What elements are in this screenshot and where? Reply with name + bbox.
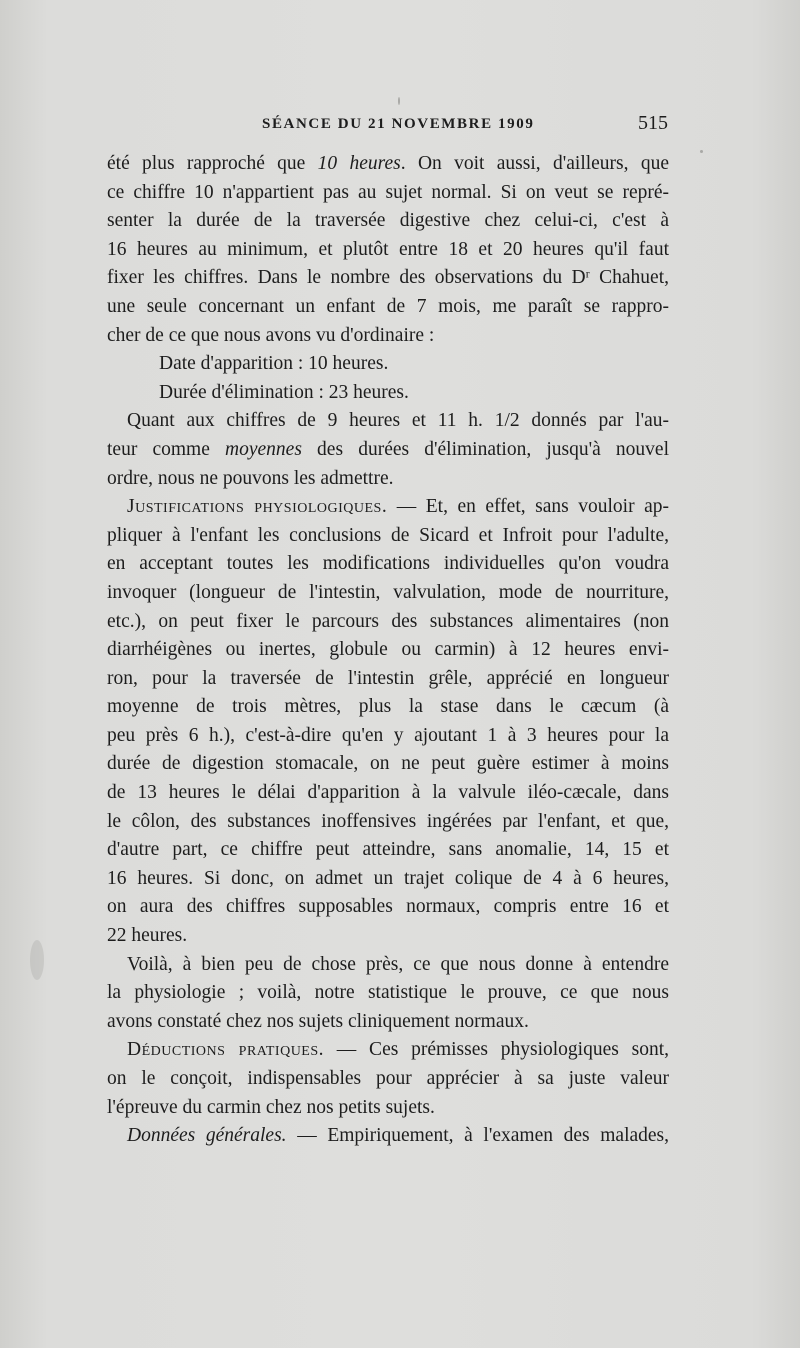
section-heading: Justifications physiologiques. [127,496,388,518]
text-line: diarrhéigènes ou inertes, globule ou carmin) à 12 heures envi- [107,639,669,661]
text-line: peu près 6 h.), c'est-à-dire qu'en y ajoutant 1 à 3 heures pour la [107,724,669,746]
page-header [108,112,668,144]
text-line: pliquer à l'enfant les conclusions de Sicard et Infroit pour l'adulte, [107,524,669,546]
text-line: d'autre part, ce chiffre peut atteindre, sans anomalie, 14, 15 et [107,839,669,861]
text-line: durée de digestion stomacale, on ne peut guère estimer à moins [107,753,669,775]
text-line: fixer les chiffres. Dans le nombre des observations du Dʳ Chahuet, [107,267,669,289]
text-line: invoquer (longueur de l'intestin, valvulation, mode de nourriture, [107,581,669,603]
text-line: 22 heures. [107,925,188,947]
text-line: le côlon, des substances inoffensives ingérées par l'enfant, et que, [107,810,669,832]
text-line: Déductions pratiques. — Ces prémisses physiologiques sont, [127,1039,669,1061]
text-line: une seule concernant un enfant de 7 mois, me paraît se rappro- [107,295,669,317]
text-line: Données générales. — Empiriquement, à l'examen des malades, [127,1125,670,1147]
text-line: en acceptant toutes les modifications individuelles qu'on voudra [107,553,669,575]
section-heading: Déductions pratiques. [127,1039,325,1061]
text-line: 16 heures. Si donc, on admet un trajet colique de 4 à 6 heures, [107,867,669,889]
text-line: cher de ce que nous avons vu d'ordinaire : [107,324,435,346]
page-number: 515 [638,112,668,134]
text-line: avons constaté chez nos sujets cliniquement normaux. [107,1010,529,1032]
section-heading: Données générales. [127,1125,287,1147]
text-line: teur comme moyennes des durées d'élimination, jusqu'à nouvel [107,438,669,460]
text-line: 16 heures au minimum, et plutôt entre 18 et 20 heures qu'il faut [107,238,669,260]
body-text [107,150,669,1151]
text-line: Quant aux chiffres de 9 heures et 11 h. 1/2 donnés par l'au- [127,410,669,432]
text-line: ron, pour la traversée de l'intestin grêle, apprécié en longueur [107,667,669,689]
paper-speck [700,150,703,153]
text-line: on aura des chiffres supposables normaux, compris entre 16 et [107,896,669,918]
text-line: la physiologie ; voilà, notre statistique le prouve, ce que nous [107,982,669,1004]
paper-speck [398,97,400,105]
text-line: de 13 heures le délai d'apparition à la valvule iléo-cæcale, dans [107,782,669,804]
paper-speck [30,940,44,980]
text-line: senter la durée de la traversée digestive chez celui-ci, c'est à [107,210,669,232]
text-line: Durée d'élimination : 23 heures. [159,381,409,403]
text-line: ce chiffre 10 n'appartient pas au sujet normal. Si on veut se repré- [107,181,669,203]
running-head: SÉANCE DU 21 NOVEMBRE 1909 [262,116,535,132]
text-line: ordre, nous ne pouvons les admettre. [107,467,394,489]
text-line: on le conçoit, indispensables pour apprécier à sa juste valeur [107,1068,669,1089]
text-line: moyenne de trois mètres, plus la stase dans le cæcum (à [107,696,669,718]
text-line: Voilà, à bien peu de chose près, ce que nous donne à entendre [127,953,669,975]
text-line: etc.), on peut fixer le parcours des substances alimentaires (non [107,610,669,632]
text-line: Date d'apparition : 10 heures. [159,353,389,375]
text-line: été plus rapproché que 10 heures. On voit aussi, d'ailleurs, que [107,153,669,174]
text-line: Justifications physiologiques. — Et, en effet, sans vouloir ap- [127,496,669,518]
text-line: l'épreuve du carmin chez nos petits sujets. [107,1096,435,1118]
